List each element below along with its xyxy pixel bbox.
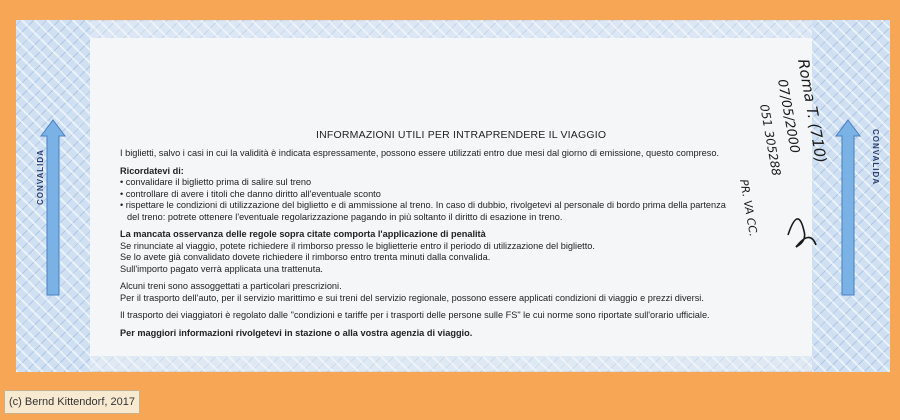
copyright-credit: (c) Bernd Kittendorf, 2017 bbox=[4, 390, 140, 414]
penalty-title: La mancata osservanza delle regole sopra citate comporta l'applicazione di penalità bbox=[120, 229, 486, 239]
handwritten-number: 051 305288 bbox=[757, 103, 784, 177]
penalty-line: Se lo avete già convalidato dovete richiedere il rimborso entro trenta minuti dalla convalida. bbox=[120, 252, 491, 262]
validation-arrow-left-icon bbox=[41, 120, 65, 295]
handwritten-station: Roma T. (710) bbox=[794, 57, 831, 165]
penalty-line: Sull'importo pagato verrà applicata una trattenuta. bbox=[120, 263, 323, 274]
reminder-item: • convalidare il biglietto prima di salire sul treno bbox=[120, 177, 312, 187]
info-text bbox=[120, 148, 810, 339]
penalty-line: Se rinunciate al viaggio, potete richiedere il rimborso presso le biglietterie entro il periodo di utilizzazione del biglietto. bbox=[120, 240, 595, 251]
reminder-item: del treno: potrete ottenere l'eventuale regolarizzazione pagando in più soltanto il diritto di esazione in treno. bbox=[127, 211, 563, 222]
page-title: INFORMAZIONI UTILI PER INTRAPRENDERE IL VIAGGIO bbox=[316, 129, 607, 141]
handwritten-note: PR. VA CC. bbox=[737, 178, 760, 238]
special-line: Alcuni treni sono assoggettati a particolari prescrizioni. bbox=[120, 281, 342, 291]
security-pattern-bottom bbox=[90, 356, 812, 372]
ticket-back bbox=[16, 20, 890, 372]
convalida-label-left: CONVALIDA bbox=[36, 149, 45, 205]
reminder-item: • rispettare le condizioni di utilizzazione del biglietto e di ammissione al treno. In caso di dubbio, rivolgetevi al personale di bordo prima della partenza bbox=[120, 200, 726, 210]
reminder-title: Ricordatevi di: bbox=[120, 165, 184, 176]
handwritten-annotation bbox=[737, 57, 890, 300]
closing-line: Per maggiori informazioni rivolgetevi in stazione o alla vostra agenzia di viaggio. bbox=[120, 327, 473, 338]
rules-line: Il trasporto dei viaggiatori è regolato dalle "condizioni e tariffe per i trasporti delle persone sulle FS" le cui norme sono riportate sull'orario ufficiale. bbox=[120, 310, 710, 320]
signature-icon bbox=[788, 219, 816, 247]
reminder-item: • controllare di avere i titoli che danno diritto all'eventuale sconto bbox=[120, 188, 381, 199]
special-line: Per il trasporto dell'auto, per il servizio marittimo e sui treni del servizio regionale, possono essere applicati condizioni di viaggio e prezzi diversi. bbox=[120, 292, 704, 303]
convalida-label-right: CONVALIDA bbox=[871, 129, 880, 185]
intro-line: I biglietti, salvo i casi in cui la validità è indicata espressamente, possono essere utilizzati entro due mesi dal giorno di emissione, questo compreso. bbox=[120, 148, 720, 158]
security-pattern-top bbox=[90, 20, 812, 38]
handwritten-date: 07/05/2000 bbox=[774, 78, 802, 155]
